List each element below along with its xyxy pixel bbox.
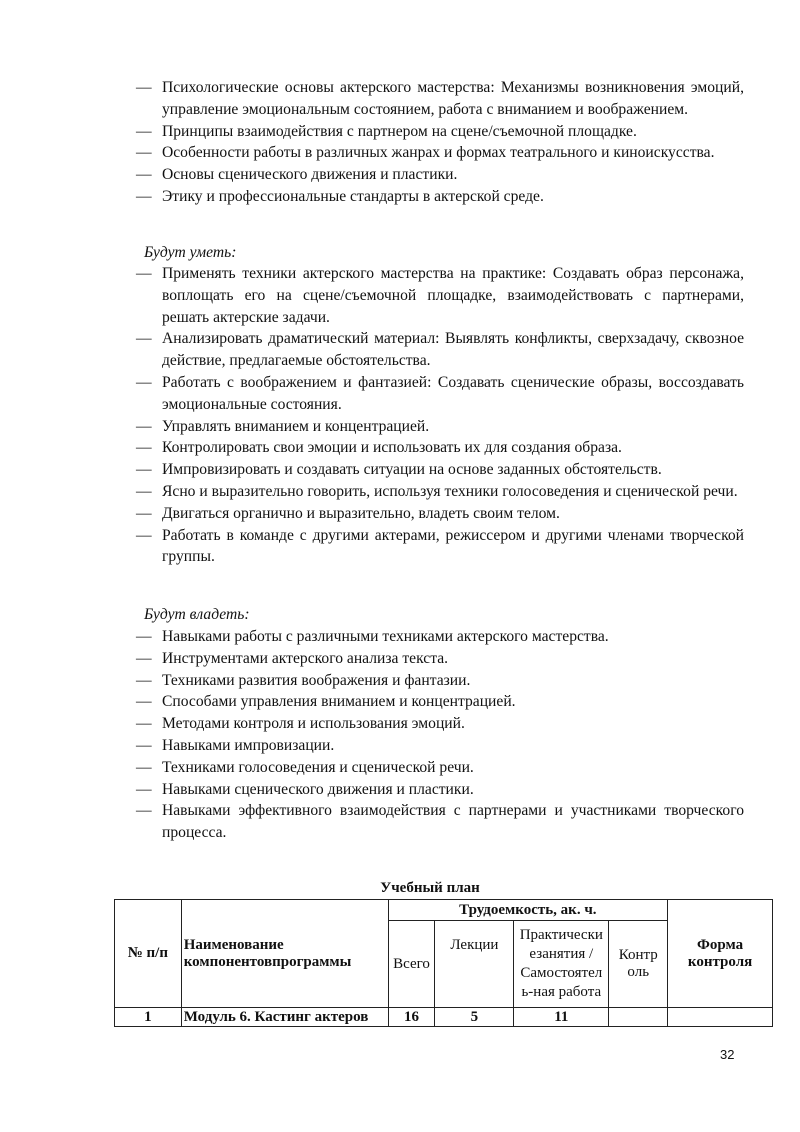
list-item: — Управлять вниманием и концентрацией. xyxy=(136,417,430,435)
list-item: — Методами контроля и использования эмоций. xyxy=(136,715,465,733)
list-item: — Способами управления вниманием и концентрацией. xyxy=(136,693,516,711)
mastery-heading: Будут владеть: xyxy=(144,606,250,623)
row-num: 1 xyxy=(115,1008,182,1027)
plan-title: Учебный план xyxy=(380,880,480,896)
header-labor: Трудоемкость, ак. ч. xyxy=(388,900,668,921)
knowledge-list xyxy=(136,77,744,208)
header-form: Форма контроля xyxy=(668,900,773,1008)
list-item: — Этику и профессиональные стандарты в актерской среде. xyxy=(136,187,544,205)
row-form xyxy=(668,1008,773,1027)
list-item: — Работать с воображением и фантазией: Создавать сценические образы, воссоздавать эмоциональные состояния. xyxy=(136,373,744,413)
list-item: — Психологические основы актерского мастерства: Механизмы возникновения эмоций, управление эмоциональным состоянием, работа с вниманием и воображением. xyxy=(136,79,744,118)
header-practice: Практически езанятия / Самостоятел ь-ная работа xyxy=(514,921,609,1008)
list-item: — Двигаться органично и выразительно, владеть своим телом. xyxy=(136,504,560,522)
list-item: — Применять техники актерского мастерства на практике: Создавать образ персонажа, воплощать его на сцене/съемочной площадке, взаимодействовать с партнерами, решать актерские задачи. xyxy=(136,265,744,326)
row-practice: 11 xyxy=(514,1008,609,1027)
list-item: — Ясно и выразительно говорить, используя техники голосоведения и сценической речи. xyxy=(136,482,738,500)
list-item: — Импровизировать и создавать ситуации на основе заданных обстоятельств. xyxy=(136,461,662,479)
curriculum-table xyxy=(114,899,773,1027)
mastery-list xyxy=(136,626,744,844)
list-item: — Инструментами актерского анализа текста. xyxy=(136,649,449,667)
header-num: № п/п xyxy=(115,900,182,1008)
page-number: 32 xyxy=(720,1047,735,1062)
row-control xyxy=(609,1008,668,1027)
list-item: — Навыками импровизации. xyxy=(136,736,335,754)
list-item: — Особенности работы в различных жанрах и формах театрального и киноискусства. xyxy=(136,144,715,162)
skills-heading: Будут уметь: xyxy=(144,244,237,261)
row-name: Модуль 6. Кастинг актеров xyxy=(181,1008,388,1027)
list-item: — Навыками работы с различными техниками актерского мастерства. xyxy=(136,628,609,645)
header-control: Контр оль xyxy=(609,921,668,1008)
list-item: — Анализировать драматический материал: Выявлять конфликты, сверхзадачу, сквозное действие, предлагаемые обстоятельства. xyxy=(136,330,744,370)
list-item: — Навыками эффективного взаимодействия с партнерами и участниками творческого процесса. xyxy=(136,802,744,842)
header-lectures: Лекции xyxy=(435,921,514,1008)
table-row xyxy=(115,1008,773,1027)
list-item: — Принципы взаимодействия с партнером на сцене/съемочной площадке. xyxy=(136,122,637,140)
list-item: — Работать в команде с другими актерами, режиссером и другими членами творческой группы. xyxy=(136,526,744,566)
header-name: Наименование компонентовпрограммы xyxy=(181,900,388,1008)
header-total: Всего xyxy=(388,921,435,1008)
list-item: — Навыками сценического движения и пластики. xyxy=(136,780,474,798)
list-item: — Контролировать свои эмоции и использовать их для создания образа. xyxy=(136,439,622,457)
row-total: 16 xyxy=(388,1008,435,1027)
list-item: — Техниками голосоведения и сценической речи. xyxy=(136,758,474,776)
list-item: — Основы сценического движения и пластики. xyxy=(136,166,458,184)
row-lectures: 5 xyxy=(435,1008,514,1027)
list-item: — Техниками развития воображения и фантазии. xyxy=(136,671,471,689)
skills-list xyxy=(136,263,744,568)
